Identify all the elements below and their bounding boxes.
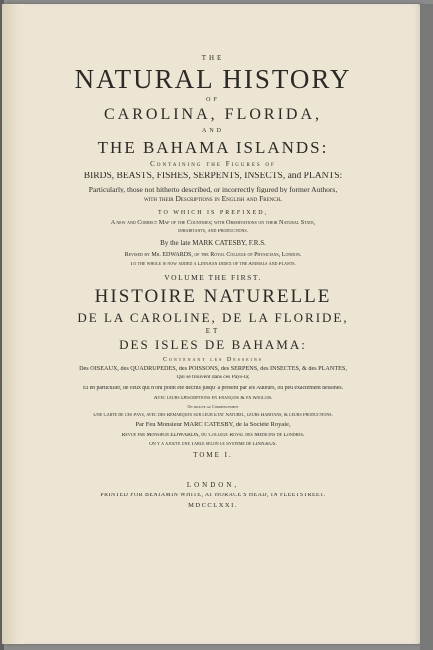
on-trouve-line: On trouve au Commencement bbox=[187, 405, 239, 409]
descriptions-line: with their Descriptions in English and French. bbox=[143, 195, 283, 203]
imprint-printer: PRINTED FOR BENJAMIN WHITE, AT HORACE'S HEAD, IN FLEETSTREET. bbox=[100, 493, 326, 499]
particularly-line: Particularly, those not hitherto described, or incorrectly figured by former Authors, bbox=[88, 185, 338, 193]
revue-line: Revue par Monsieur EDWARDS, du College Royal des Medicins de Londres. bbox=[121, 432, 305, 438]
title-isles-bahama: DES ISLES DE BAHAMA: bbox=[119, 338, 307, 351]
oiseaux-line: Des OISEAUX, des QUADRUPEDES, des POISSONS, des SERPENS, des INSECTES, & des PLANTES, bbox=[79, 366, 347, 372]
title-carolina: CAROLINA, FLORIDA, bbox=[104, 107, 322, 123]
volume-line: VOLUME THE FIRST. bbox=[164, 273, 262, 281]
page-spine-shadow bbox=[2, 4, 24, 644]
imprint-date: MDCCLXXI. bbox=[188, 503, 238, 510]
title-of: OF bbox=[206, 97, 220, 103]
on-y-line: On y a ajouté une Table selon le Système de LINNÆUS. bbox=[149, 442, 277, 448]
prefixed-line: TO WHICH IS PREFIXED, bbox=[157, 209, 269, 216]
avec-line: Avec leurs Descriptions en François & en Anglois. bbox=[153, 395, 273, 401]
containing-line: Containing the Figures of bbox=[150, 161, 276, 168]
tome-line: TOME I. bbox=[193, 452, 233, 460]
title-bahama-islands: THE BAHAMA ISLANDS: bbox=[97, 139, 329, 156]
feu-line: Par Feu Monsieur MARC CATESBY, de la Société Royale, bbox=[135, 422, 291, 428]
carte-line: Une Carte de ces Pays, avec des Remarques sur leur Etat Naturel, leurs Habitans, & leurs Productions. bbox=[93, 413, 333, 418]
title-and: AND bbox=[202, 128, 224, 134]
contenant-line: Contenant les Desseins bbox=[162, 357, 263, 363]
inhabitants-line: Inhabitants, and Productions. bbox=[177, 228, 249, 234]
revised-line: Revised by Mr. EDWARDS, of the Royal College of Physicians, London. bbox=[124, 252, 302, 259]
map-line: A new and Correct Map of the Countries; with Observations on their Natural State, bbox=[110, 219, 316, 226]
qui-line: Qui se trouvent dans ces Pays-là; bbox=[176, 375, 250, 381]
title-caroline: DE LA CAROLINE, DE LA FLORIDE, bbox=[77, 311, 349, 324]
subjects-line: BIRDS, BEASTS, FISHES, SERPENTS, INSECTS, and PLANTS: bbox=[83, 172, 343, 181]
imprint-london: LONDON, bbox=[186, 482, 240, 490]
title-natural-history: NATURAL HISTORY bbox=[74, 66, 352, 93]
author-line: By the late MARK CATESBY, F.R.S. bbox=[160, 240, 266, 248]
title-histoire-naturelle: HISTOIRE NATURELLE bbox=[94, 287, 332, 306]
title-the: THE bbox=[201, 55, 225, 62]
linnaean-line: To the whole is now added a Linnæan Index of the Animals and Plants. bbox=[130, 262, 296, 268]
page-edge bbox=[420, 4, 433, 650]
title-page-text bbox=[28, 55, 398, 510]
title-et: ET bbox=[205, 328, 221, 335]
particulier-line: Et en particulier, de ceux qui n'ont point été decrits jusqu' à present par les Auteurs, ou peu exactement dessinés. bbox=[82, 385, 344, 391]
